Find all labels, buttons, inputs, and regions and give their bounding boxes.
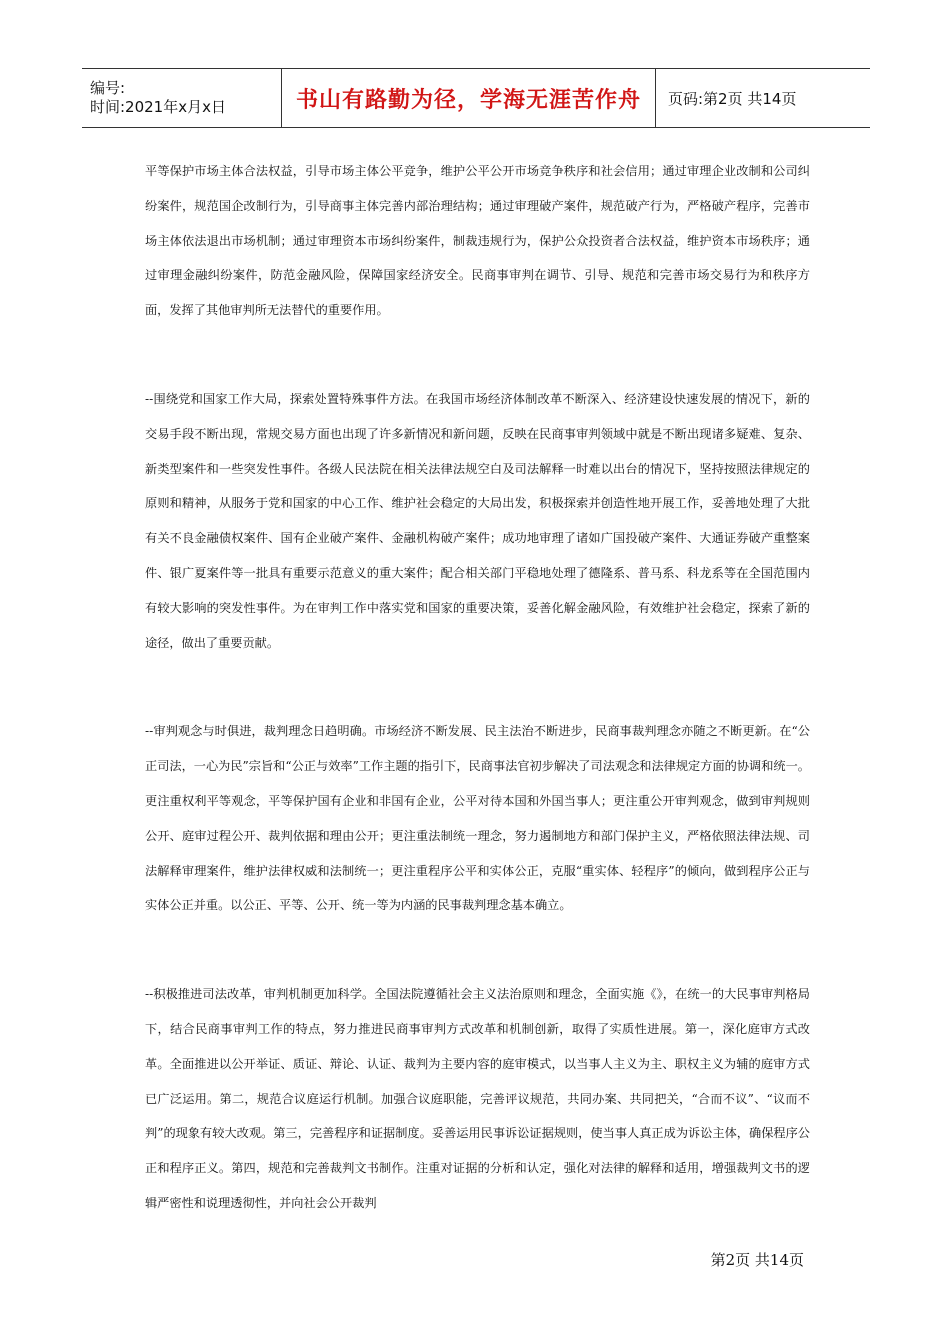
page-header — [82, 68, 870, 128]
document-body — [145, 154, 810, 1221]
page-footer-number: 第2页 共14页 — [710, 1251, 804, 1269]
body-paragraph: --围绕党和国家工作大局，探索处置特殊事件方法。在我国市场经济体制改革不断深入、经济建设快速发展的情况下，新的交易手段不断出现，常规交易方面也出现了许多新情况和新问题，反映在民商事审判领域中就是不断出现诸多疑难、复杂、新类型案件和一些突发性事件。各级人民法院在相关法律法规空白及司法解释一时难以出台的情况下，坚持按照法律规定的原则和精神，从服务于党和国家的中心工作、维护社会稳定的大局出发，积极探索并创造性地开展工作，妥善地处理了大批有关不良金融债权案件、国有企业破产案件、金融机构破产案件；成功地审理了诸如广国投破产案件、大通证券破产重整案件、银广夏案件等一批具有重要示范意义的重大案件；配合相关部门平稳地处理了德隆系、普马系、科龙系等在全国范围内有较大影响的突发性事件。为在审判工作中落实党和国家的重要决策，妥善化解金融风险，有效维护社会稳定，探索了新的途径，做出了重要贡献。 — [145, 391, 810, 650]
document-number-label: 编号: — [90, 79, 126, 97]
body-paragraph: 平等保护市场主体合法权益，引导市场主体公平竞争，维护公平公开市场竞争秩序和社会信用；通过审理企业改制和公司纠纷案件，规范国企改制行为，引导商事主体完善内部治理结构；通过审理破产案件，规范破产行为，严格破产程序，完善市场主体依法退出市场机制；通过审理资本市场纠纷案件，制裁违规行为，保护公众投资者合法权益，维护资本市场秩序；通过审理金融纠纷案件，防范金融风险，保障国家经济安全。民商事审判在调节、引导、规范和完善市场交易行为和秩序方面，发挥了其他审判所无法替代的重要作用。 — [145, 164, 810, 318]
document-time-label: 时间:2021年x月x日 — [90, 98, 226, 116]
header-motto: 书山有路勤为径，学海无涯苦作舟 — [282, 69, 656, 127]
body-paragraph: --积极推进司法改革，审判机制更加科学。全国法院遵循社会主义法治原则和理念，全面实施《》，在统一的大民事审判格局下，结合民商事审判工作的特点，努力推进民商事审判方式改革和机制创新，取得了实质性进展。第一，深化庭审方式改革。全面推进以公开举证、质证、辩论、认证、裁判为主要内容的庭审模式，以当事人主义为主、职权主义为辅的庭审方式已广泛运用。第二，规范合议庭运行机制。加强合议庭职能，完善评议规范，共同办案、共同把关，“合而不议”、“议而不判”的现象有较大改观。第三，完善程序和证据制度。妥善运用民事诉讼证据规则，使当事人真正成为诉讼主体，确保程序公正和程序正义。第四，规范和完善裁判文书制作。注重对证据的分析和认定，强化对法律的解释和适用，增强裁判文书的逻辑严密性和说理透彻性，并向社会公开裁判 — [145, 987, 810, 1210]
body-paragraph: --审判观念与时俱进，裁判理念日趋明确。市场经济不断发展、民主法治不断进步，民商事裁判理念亦随之不断更新。在“公正司法，一心为民”宗旨和“公正与效率”工作主题的指引下，民商事法官初步解决了司法观念和法律规定方面的协调和统一。更注重权利平等观念，平等保护国有企业和非国有企业，公平对待本国和外国当事人；更注重公开审判观念，做到审判规则公开、庭审过程公开、裁判依据和理由公开；更注重法制统一理念，努力遏制地方和部门保护主义，严格依照法律法规、司法解释审理案件，维护法律权威和法制统一；更注重程序公平和实体公正，克服“重实体、轻程序”的倾向，做到程序公正与实体公正并重。以公正、平等、公开、统一等为内涵的民事裁判理念基本确立。 — [145, 724, 810, 913]
header-meta — [82, 69, 282, 127]
header-page-number: 页码:第2页 共14页 — [668, 89, 797, 108]
